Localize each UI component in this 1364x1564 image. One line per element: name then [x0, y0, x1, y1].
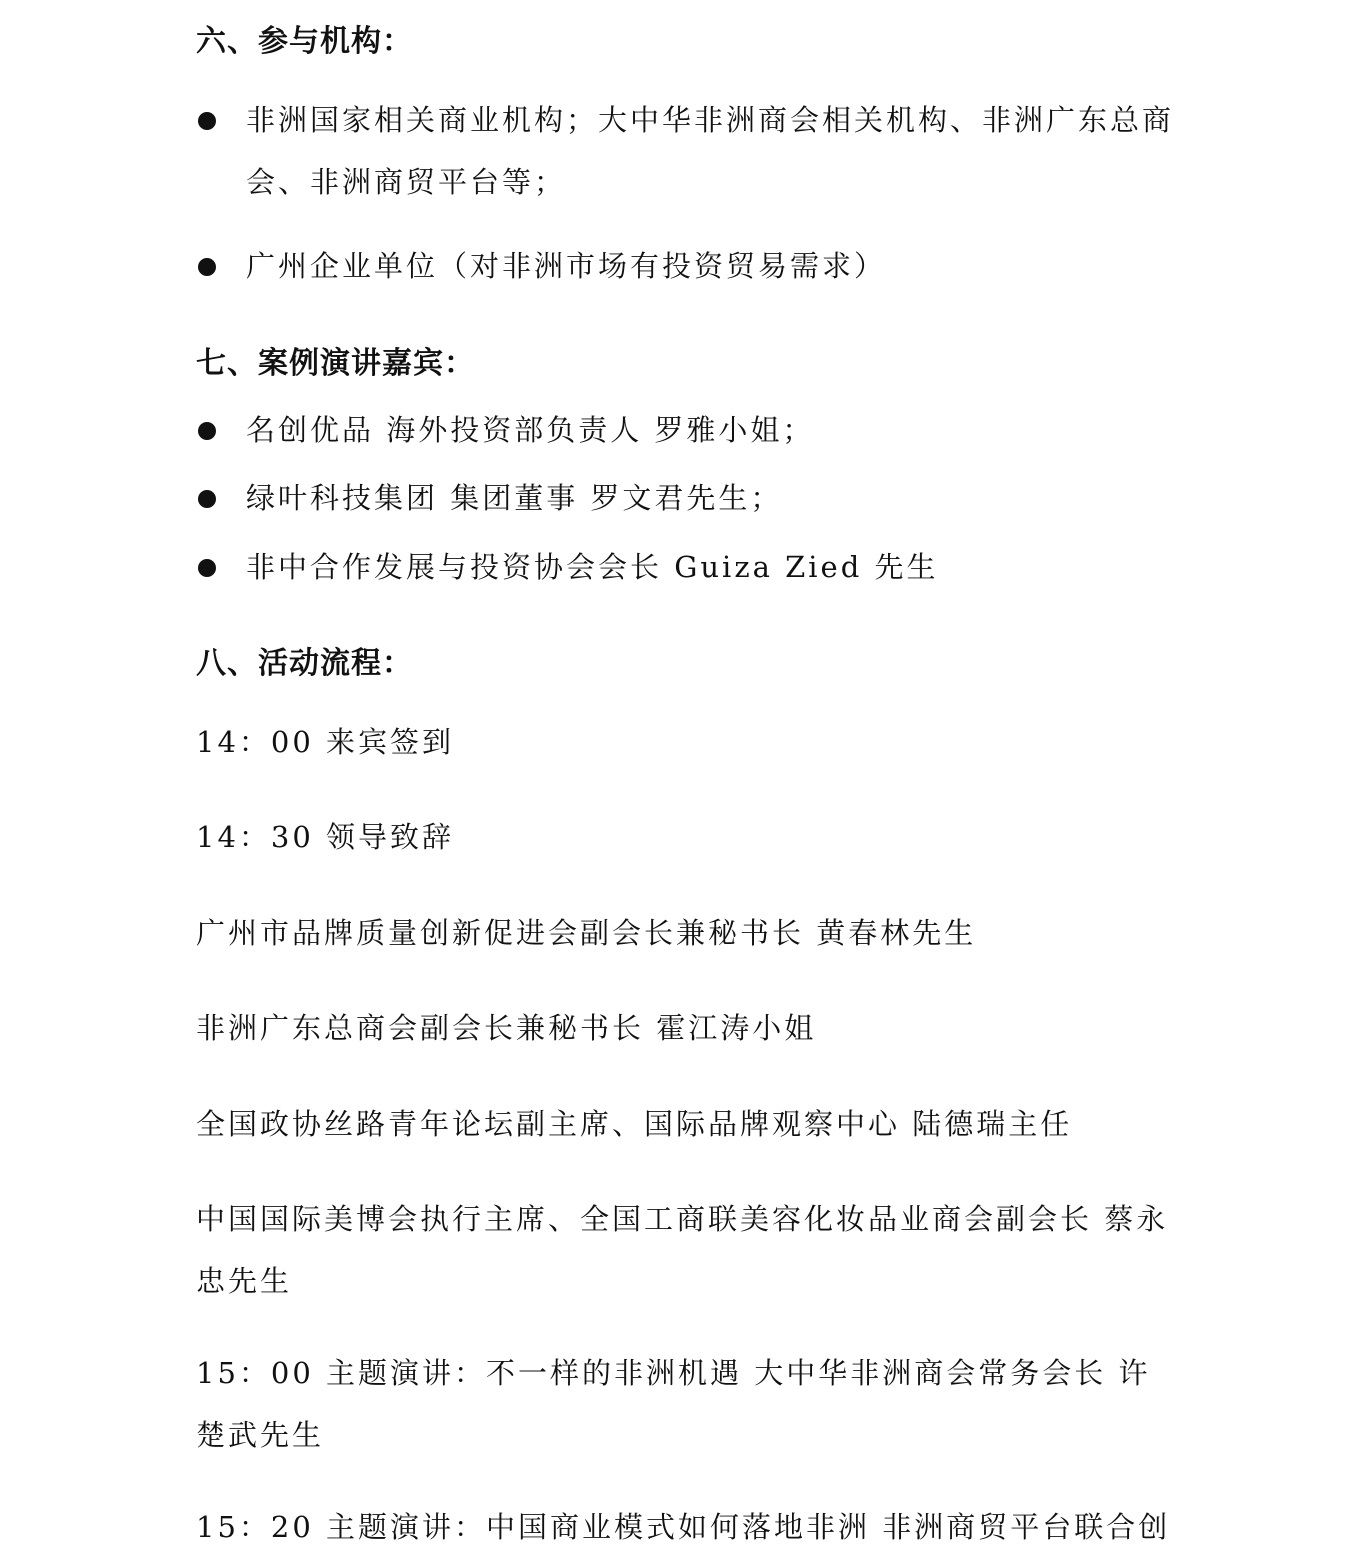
schedule-line: 非洲广东总商会副会长兼秘书长 霍江涛小姐 — [196, 1011, 817, 1045]
schedule-line: 15：00 主题演讲：不一样的非洲机遇 大中华非洲商会常务会长 许楚武先生 — [196, 1356, 1151, 1452]
schedule-line: 14：00 来宾签到 — [196, 725, 455, 759]
schedule-line: 中国国际美博会执行主席、全国工商联美容化妆品业商会副会长 蔡永忠先生 — [196, 1202, 1169, 1298]
bullet-dot-icon — [198, 559, 216, 577]
bullet-text: 名创优品 海外投资部负责人 罗雅小姐； — [246, 413, 815, 447]
schedule-line: 15：20 主题演讲：中国商业模式如何落地非洲 非洲商贸平台联合创 — [196, 1510, 1171, 1544]
schedule-line: 广州市品牌质量创新促进会副会长兼秘书长 黄春林先生 — [196, 916, 977, 950]
bullet-text: 非洲国家相关商业机构；大中华非洲商会相关机构、非洲广东总商会、非洲商贸平台等； — [246, 103, 1175, 199]
bullet-text: 广州企业单位（对非洲市场有投资贸易需求） — [246, 249, 887, 283]
schedule-line: 14：30 领导致辞 — [196, 820, 455, 854]
bullet-dot-icon — [198, 422, 216, 440]
section-heading-schedule: 八、活动流程： — [196, 646, 413, 681]
bullet-text: 非中合作发展与投资协会会长 Guiza Zied 先生 — [246, 550, 939, 584]
section-heading-participants: 六、参与机构： — [196, 24, 413, 59]
bullet-dot-icon — [198, 258, 216, 276]
section-heading-speakers: 七、案例演讲嘉宾： — [196, 346, 475, 381]
bullet-text: 绿叶科技集团 集团董事 罗文君先生； — [246, 481, 783, 515]
schedule-line: 全国政协丝路青年论坛副主席、国际品牌观察中心 陆德瑞主任 — [196, 1107, 1073, 1141]
bullet-dot-icon — [198, 112, 216, 130]
bullet-dot-icon — [198, 490, 216, 508]
